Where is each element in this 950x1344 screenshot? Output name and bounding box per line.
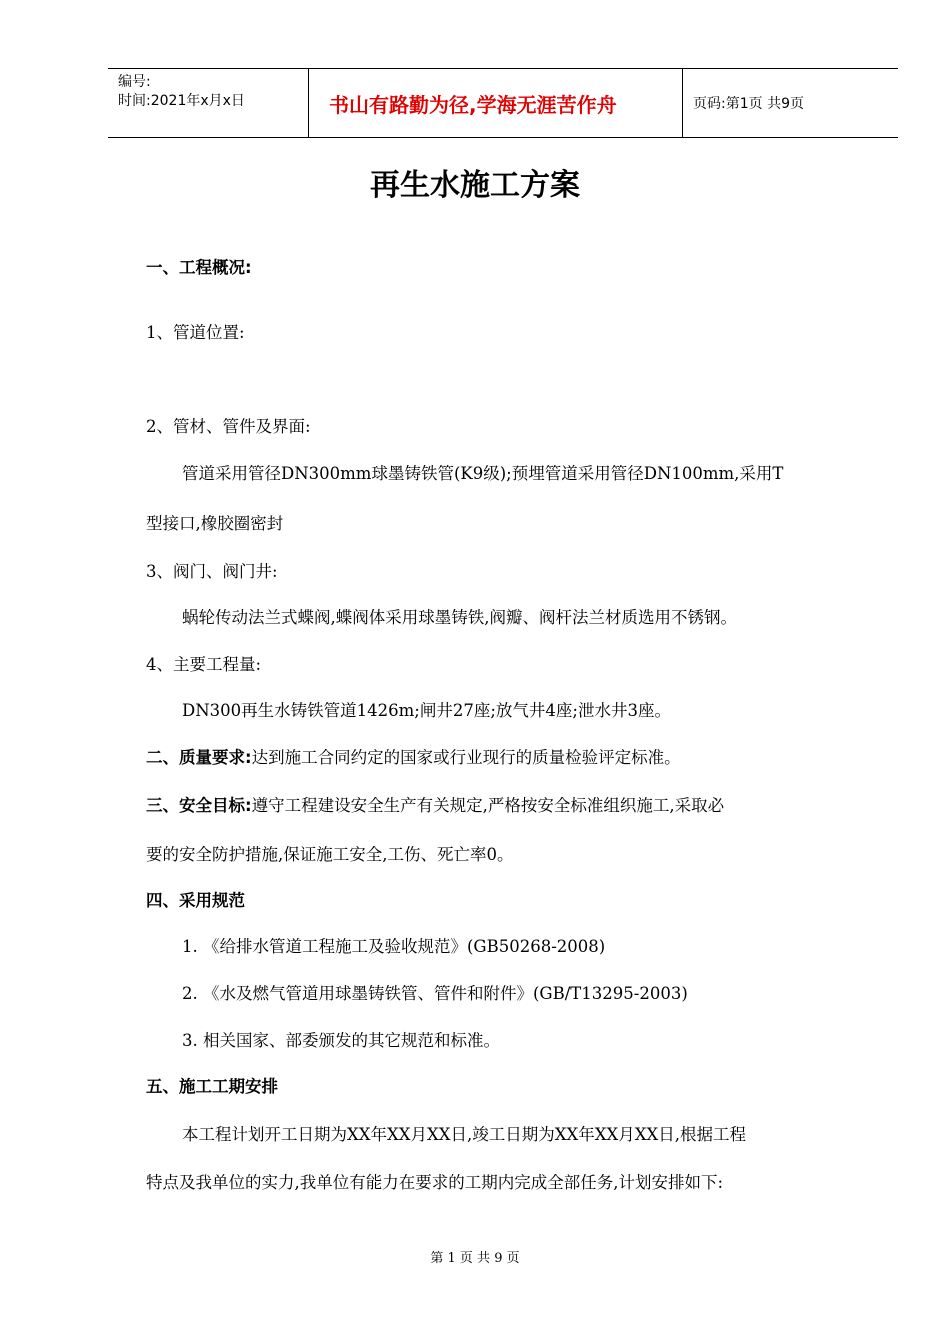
page-header: [108, 68, 898, 138]
number-label: 编号:: [118, 74, 151, 90]
header-motto: 书山有路勤为径,学海无涯苦作舟: [309, 69, 683, 137]
section-1-item-2-text-cont: 型接口,橡胶圈密封: [146, 514, 284, 533]
section-3-text: 遵守工程建设安全生产有关规定,严格按安全标准组织施工,采取必: [251, 796, 725, 815]
standard-list-item: 2. 《水及燃气管道用球墨铸铁管、管件和附件》(GB/T13295-2003): [182, 984, 688, 1003]
section-5-heading: 五、施工工期安排: [146, 1077, 278, 1096]
section-1-item-4: 4、主要工程量:: [146, 655, 262, 674]
section-4-heading: 四、采用规范: [146, 891, 245, 910]
section-5-text: 本工程计划开工日期为XX年XX月XX日,竣工日期为XX年XX月XX日,根据工程: [182, 1125, 746, 1144]
section-1-item-4-text: DN300再生水铸铁管道1426m;闸井27座;放气井4座;泄水井3座。: [182, 701, 671, 720]
section-3: [146, 792, 724, 816]
section-1-heading: 一、工程概况:: [146, 258, 252, 277]
section-1-item-2-text: 管道采用管径DN300mm球墨铸铁管(K9级);预埋管道采用管径DN100mm,采用T: [182, 464, 784, 483]
section-1-item-1: 1、管道位置:: [146, 323, 245, 342]
page-footer: 第 1 页 共 9 页: [430, 1251, 520, 1266]
standard-list-item: 1. 《给排水管道工程施工及验收规范》(GB50268-2008): [182, 937, 606, 956]
section-2-heading: 二、质量要求:: [146, 748, 252, 767]
section-1-item-2: 2、管材、管件及界面:: [146, 417, 311, 436]
section-1-item-3-text: 蜗轮传动法兰式蝶阀,蝶阀体采用球墨铸铁,阀瓣、阀杆法兰材质选用不锈钢。: [182, 608, 737, 627]
header-page-info: 页码:第1页 共9页: [693, 96, 804, 112]
section-3-text-cont: 要的安全防护措施,保证施工安全,工伤、死亡率0。: [146, 845, 514, 864]
standard-list-item: 3. 相关国家、部委颁发的其它规范和标准。: [182, 1031, 500, 1050]
document-title: 再生水施工方案: [370, 168, 580, 203]
section-3-heading: 三、安全目标:: [146, 796, 252, 815]
time-label: 时间:2021年x月x日: [118, 93, 245, 109]
section-5-text-cont: 特点及我单位的实力,我单位有能力在要求的工期内完成全部任务,计划安排如下:: [146, 1173, 724, 1192]
section-2-text: 达到施工合同约定的国家或行业现行的质量检验评定标准。: [251, 748, 681, 767]
section-2: [146, 744, 681, 768]
section-1-item-3: 3、阀门、阀门井:: [146, 562, 278, 581]
header-meta: [108, 69, 309, 137]
